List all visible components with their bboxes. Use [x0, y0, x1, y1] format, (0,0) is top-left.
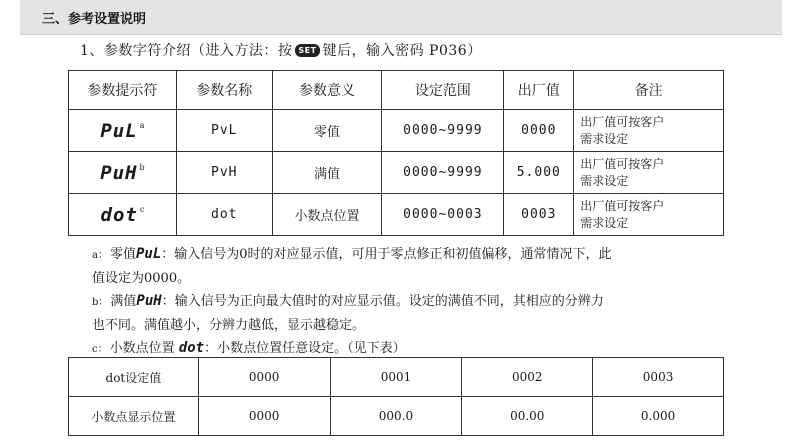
intro-before: 1、参数字符介绍（进入方法：按 — [80, 43, 293, 59]
symbol-cell — [69, 152, 177, 194]
section-header — [20, 0, 782, 35]
note-label: 零值 — [109, 247, 136, 262]
header-note: 备注 — [574, 71, 724, 110]
parameter-table-header — [69, 71, 724, 110]
header-symbol: 参数提示符 — [69, 71, 177, 110]
note-b-cont: 也不同。满值越小，分辨力越低，显示越稳定。 — [92, 318, 366, 333]
meaning-cell: 小数点位置 — [272, 194, 382, 236]
note-text: ：输入信号为0时的对应显示值，可用于零点修正和初值偏移，通常情况下，此 — [161, 247, 612, 262]
superscript-mark: a — [139, 120, 145, 130]
intro-after: 键后，输入密码 P036） — [322, 43, 482, 59]
table-row — [69, 397, 724, 436]
note-cell — [574, 152, 724, 194]
dot-table — [68, 357, 724, 436]
superscript-mark: c — [139, 204, 145, 214]
table-row — [69, 110, 724, 152]
note-mark: b： — [92, 297, 109, 308]
dot-position-value: 000.0 — [330, 397, 462, 436]
note-cell — [574, 194, 724, 236]
dot-setting-value: 0001 — [330, 358, 462, 397]
default-cell: 0000 — [504, 110, 574, 152]
meaning-cell: 满值 — [272, 152, 382, 194]
dot-setting-value: 0002 — [462, 358, 593, 397]
note-line: 需求设定 — [580, 215, 629, 230]
header-meaning: 参数意义 — [272, 71, 382, 110]
note-line: 需求设定 — [580, 131, 629, 146]
note-mark: a： — [92, 250, 108, 261]
dot-setting-value: 0000 — [198, 358, 330, 397]
table-row — [69, 358, 724, 397]
lcd-symbol: dot — [100, 203, 138, 226]
symbol-cell — [69, 110, 177, 152]
header-name: 参数名称 — [176, 71, 272, 110]
name-cell: PvL — [176, 110, 272, 152]
intro-line — [80, 40, 482, 60]
note-line: 出厂值可按客户 — [580, 114, 665, 129]
default-cell: 0003 — [504, 194, 574, 236]
dot-position-label: 小数点显示位置 — [69, 397, 199, 436]
note-text: ：输入信号为正向最大值时的对应显示值。设定的满值不同，其相应的分辨力 — [161, 294, 604, 309]
note-label: 满值 — [110, 294, 137, 309]
note-label: 小数点位置 — [109, 341, 175, 356]
dot-position-value: 0000 — [198, 397, 330, 436]
note-b — [92, 290, 732, 314]
note-a-cont: 值设定为0000。 — [92, 271, 191, 286]
name-cell: PvH — [176, 152, 272, 194]
table-row — [69, 152, 724, 194]
note-a — [92, 243, 732, 267]
name-cell: dot — [176, 194, 272, 236]
dot-setting-value: 0003 — [593, 358, 724, 397]
dot-position-value: 00.00 — [462, 397, 593, 436]
header-default: 出厂值 — [504, 71, 574, 110]
symbol-cell — [69, 194, 177, 236]
range-cell: 0000~9999 — [382, 110, 504, 152]
note-cell — [574, 110, 724, 152]
dot-position-value: 0.000 — [593, 397, 724, 436]
dot-setting-label: dot设定值 — [69, 358, 199, 397]
parameter-table — [68, 70, 724, 236]
lcd-symbol: PuL — [100, 119, 138, 142]
lcd-symbol: PuH — [136, 293, 162, 309]
note-line: 需求设定 — [580, 173, 629, 188]
range-cell: 0000~0003 — [382, 194, 504, 236]
range-cell: 0000~9999 — [382, 152, 504, 194]
header-range: 设定范围 — [382, 71, 504, 110]
lcd-symbol: PuL — [135, 246, 162, 262]
table-row — [69, 194, 724, 236]
notes-block — [92, 243, 732, 361]
section-title: 三、参考设置说明 — [42, 12, 147, 27]
lcd-symbol: dot — [178, 340, 205, 356]
lcd-symbol: PuH — [100, 161, 138, 184]
set-key-icon: SET — [295, 44, 319, 57]
meaning-cell: 零值 — [272, 110, 382, 152]
note-text: ：小数点位置任意设定。（见下表） — [204, 341, 406, 356]
note-mark: c： — [92, 344, 108, 355]
superscript-mark: b — [139, 162, 145, 172]
note-line: 出厂值可按客户 — [580, 156, 665, 171]
default-cell: 5.000 — [504, 152, 574, 194]
note-line: 出厂值可按客户 — [580, 198, 665, 213]
